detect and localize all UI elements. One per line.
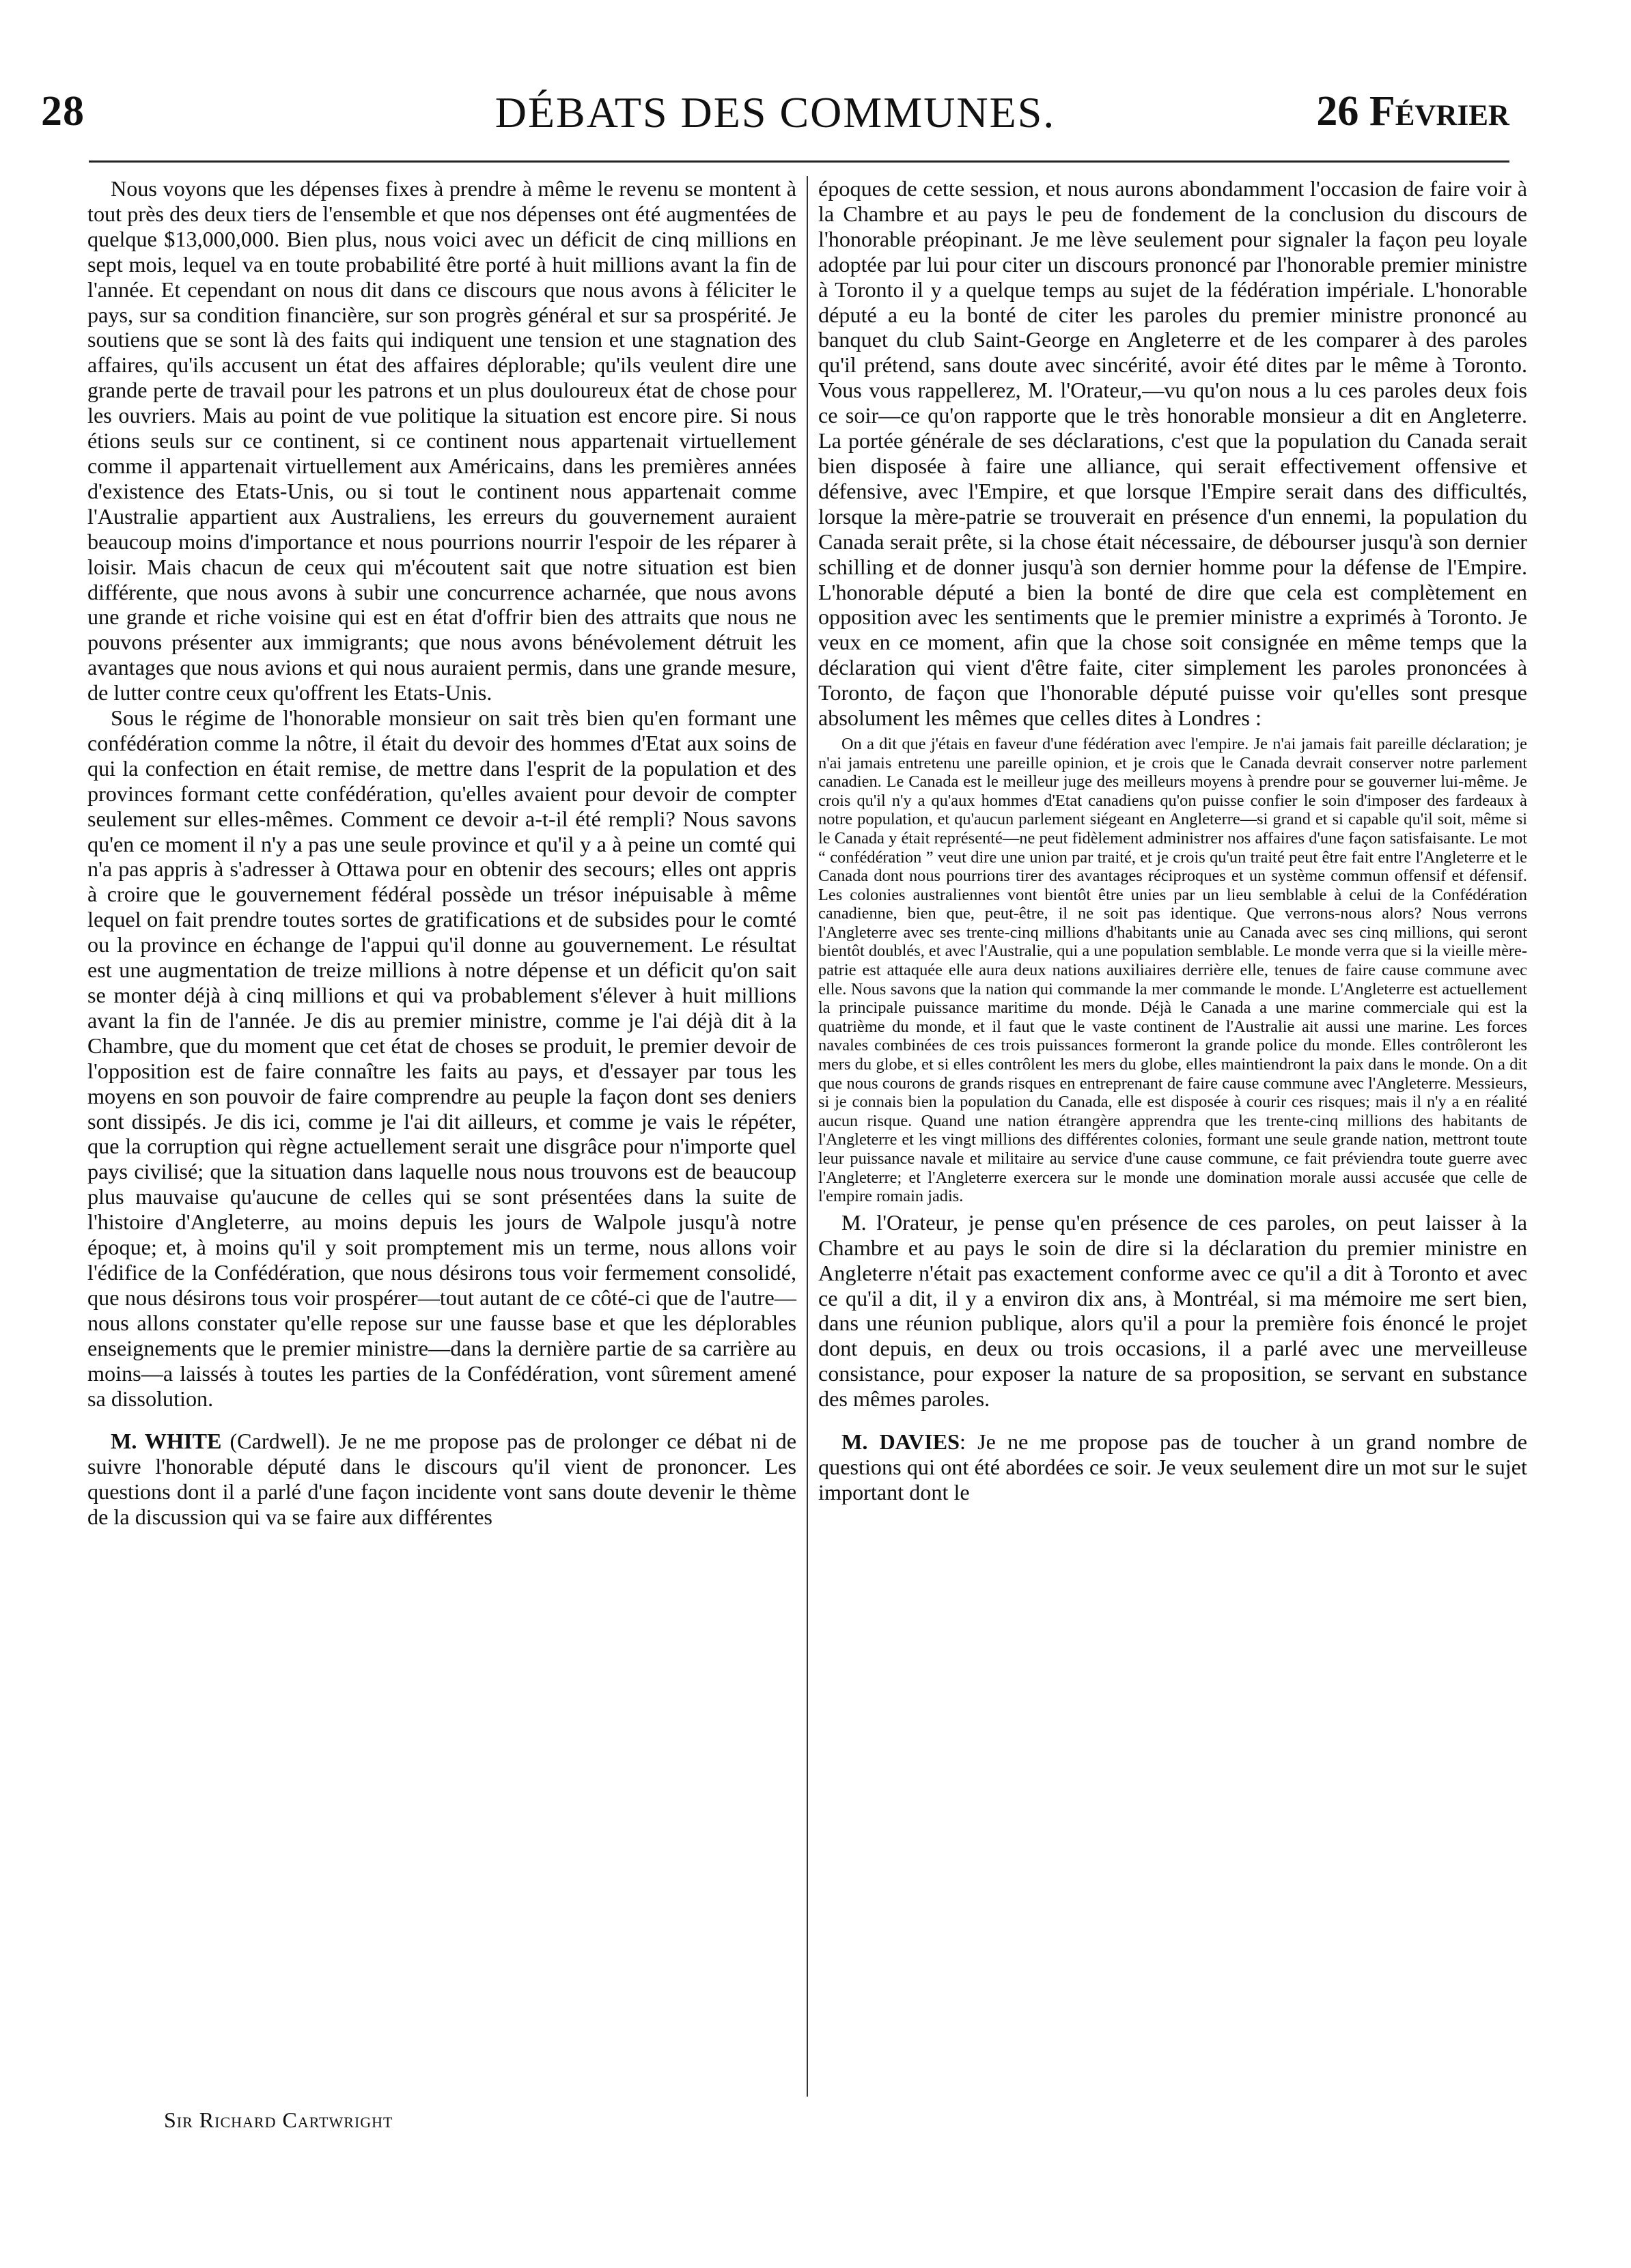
paragraph-gap <box>818 1412 1527 1429</box>
speaker-white: M. WHITE <box>111 1429 222 1454</box>
header-rule <box>89 160 1509 163</box>
white-speech: (Cardwell). Je ne me propose pas de prolonger ce débat ni de suivre l'honorable député dans le discours qu'il vient de prononcer. Les questions dont il a parlé d'une façon incidente vont sans doute devenir le thème de la discussion qui va se faire aux différentes <box>87 1429 796 1530</box>
running-footer: Sir Richard Cartwright <box>164 2108 393 2132</box>
right-column <box>818 176 1527 1505</box>
left-paragraph-2: Sous le régime de l'honorable monsieur on sait très bien qu'en formant une confédération comme la nôtre, il était du devoir des hommes d'Etat aux soins de qui la confection en était remise, de mettre dans l'esprit de la population et des provinces formant cette confédération, qu'elles avaient pour devoir de compter seulement sur elles-mêmes. Comment ce devoir a-t-il été rempli? Nous savons qu'en ce moment il n'y a pas une seule province et qu'il y a à peine un comté qui n'a pas appris à s'adresser à Ottawa pour en obtenir des secours; elles ont appris à croire que le gouvernement fédéral possède un trésor inépuisable à même lequel on fait prendre toutes sortes de gratifications et de subsides pour le comté ou la province en échange de l'appui qu'il donne au gouvernement. Le résultat est une augmentation de treize millions à notre dépense et un déficit qu'on sait se monter déjà à cinq millions et qui va probablement s'élever à huit millions avant la fin de l'année. Je dis au premier ministre, comme je l'ai déjà dit à la Chambre, que du moment que cet état de choses se produit, le premier devoir de l'opposition est de faire connaître les faits au pays, et d'essayer par tous les moyens en son pouvoir de faire comprendre au peuple la façon dont ses deniers sont dissipés. Je dis ici, comme je l'ai dit ailleurs, et comme je vais le répéter, que la corruption qui règne actuellement serait une disgrâce pour n'importe quel pays civilisé; que la situation dans laquelle nous nous trouvons est de beaucoup plus mauvaise qu'aucune de celles qui se sont présentées dans la suite de l'histoire d'Angleterre, au moins depuis les jours de Walpole jusqu'à notre époque; et, à moins qu'il y soit promptement mis un terme, nous allons voir l'édifice de la Confédération, que nous désirons tous voir fermement consolidé, que nous désirons tous voir prospérer—tout autant de ce côté-ci que de l'autre—nous allons constater qu'elle repose sur une fausse base et que les déplorables enseignements que le premier ministre—dans la dernière partie de sa carrière au moins—a laissés à toutes les parties de la Confédération, vont sûrement amené sa dissolution. <box>87 705 796 1411</box>
left-column <box>87 176 796 1530</box>
right-paragraph-davies <box>818 1429 1527 1505</box>
speaker-davies: M. DAVIES <box>841 1429 960 1455</box>
left-paragraph-white <box>87 1429 796 1530</box>
left-paragraph-1: Nous voyons que les dépenses fixes à prendre à même le revenu se montent à tout près des deux tiers de l'ensemble et que nos dépenses ont été augmentées de quelque $13,000,000. Bien plus, nous voici avec un déficit de cinq millions en sept mois, lequel va en toute probabilité être porté à huit millions avant la fin de l'année. Et cependant on nous dit dans ce discours que nous avons à féliciter le pays, sur sa condition financière, sur son progrès général et sur sa prospérité. Je soutiens que se sont là des faits qui indiquent une tension et une stagnation des affaires, qu'ils accusent un état des affaires déplorable; qu'ils veulent dire une grande perte de travail pour les patrons et un plus douloureux état de chose pour les ouvriers. Mais au point de vue politique la situation est encore pire. Si nous étions seuls sur ce continent, si ce continent nous appartenait virtuellement comme il appartenait virtuellement aux Américains, dans les premières années d'existence des Etats-Unis, ou si tout le continent nous appartenait comme l'Australie appartient aux Australiens, les erreurs du gouvernement auraient beaucoup moins d'importance et nous pourrions nourrir l'espoir de les réparer à loisir. Mais chacun de ceux qui m'écoutent sait que notre situation est bien différente, que nous avons à subir une concurrence acharnée, que nous avons une grande et riche voisine qui est en état d'offrir bien des attraits que nous ne pouvons présenter aux immigrants; que nous avons bénévolement détruit les avantages que nous avions et qui nous auraient permis, dans une grande mesure, de lutter contre ceux qu'offrent les Etats-Unis. <box>87 176 796 705</box>
quoted-speech: On a dit que j'étais en faveur d'une fédération avec l'empire. Je n'ai jamais fait pareille déclaration; je n'ai jamais entretenu une pareille opinion, et je crois que le Canada devrait conserver notre parlement canadien. Le Canada est le meilleur juge des meilleurs moyens à prendre pour se gouverner lui-même. Je crois qu'il n'y a qu'aux hommes d'Etat canadiens qu'on puisse confier le soin d'imposer des fardeaux à notre population, et qu'aucun parlement siégeant en Angleterre—si grand et si capable qu'il soit, même si le Canada y était représenté—ne peut fidèlement administrer nos affaires d'une façon satisfaisante. Le mot “ confédération ” veut dire une union par traité, et je crois qu'un traité peut être fait entre l'Angleterre et le Canada dont nous pourrions tirer des avantages réciproques et un système commun offensif et défensif. Les colonies australiennes vont bientôt être unies par un lieu semblable à celui de la Confédération canadienne, bien que, peut-être, il ne soit pas identique. Que verrons-nous alors? Nous verrons l'Angleterre avec ses trente-cinq millions d'habitants unie au Canada avec ses cinq millions, qui seront bientôt doublés, et avec l'Australie, qui a une population semblable. Le monde verra que si la vieille mère-patrie est attaquée elle aura deux nations auxiliaires derrière elle, tenues de faire cause commune avec elle. Nous savons que la nation qui commande la mer commande le monde. L'Angleterre est actuellement la principale puissance maritime du monde. Déjà le Canada a une marine commerciale qui est la quatrième du monde, et il faut que le vaste continent de l'Australie ait aussi une marine. Les forces navales combinées de ces trois puissances formeront la grande police du monde. Elles contrôleront les mers du globe, et si elles contrôlent les mers du globe, elles maintiendront la paix dans le monde. On a dit que nous courons de grands risques en entreprenant de faire cause commune avec l'Angleterre. Messieurs, si je connais bien la population du Canada, elle est disposée à courir ces risques; mais il n'y a en réalité aucun risque. Quand une nation étrangère apprendra que les trente-cinq millions des habitants de l'Angleterre et les vingt millions des différentes colonies, formant une seule grande nation, mettront toute leur puissance navale et militaire au service d'une cause commune, ce fait préviendra toute guerre avec l'Angleterre; et l'Angleterre exercera sur le monde une domination morale aussi accusée que celle de l'empire romain jadis. <box>818 734 1527 1206</box>
page-header <box>41 87 1509 149</box>
page-date: 26 Février <box>1316 88 1509 135</box>
page-title: DÉBATS DES COMMUNES. <box>494 88 1056 137</box>
right-paragraph-2: M. l'Orateur, je pense qu'en présence de ces paroles, on peut laisser à la Chambre et au pays le soin de dire si la déclaration du premier ministre en Angleterre n'était pas exactement conforme avec ce qu'il a dit à Toronto et avec ce qu'il a dit, il y a environ dix ans, à Montréal, si ma mémoire me sert bien, dans une réunion publique, alors qu'il a pour la première fois énoncé le projet dont depuis, en deux ou trois occasions, il a parlé avec une merveilleuse consistance, pour exposer la nature de sa proposition, se servant en substance des mêmes paroles. <box>818 1209 1527 1412</box>
paragraph-gap <box>87 1411 796 1429</box>
page-number: 28 <box>41 88 85 135</box>
davies-speech: : Je ne me propose pas de toucher à un grand nombre de questions qui ont été abordées ce soir. Je veux seulement dire un mot sur le sujet important dont le <box>818 1429 1527 1504</box>
right-paragraph-1: époques de cette session, et nous aurons abondamment l'occasion de faire voir à la Chambre et au pays le peu de fondement de la conclusion du discours de l'honorable préopinant. Je me lève seulement pour signaler la façon peu loyale adoptée par lui pour citer un discours prononcé par l'honorable premier ministre à Toronto il y a quelque temps au sujet de la fédération impériale. L'honorable député a eu la bonté de citer les paroles du premier ministre prononcé au banquet du club Saint-George en Angleterre et de les comparer à des paroles qu'il prétend, sans doute avec sincérité, avoir été dites par le même à Toronto. Vous vous rappellerez, M. l'Orateur,—vu qu'on nous a lu ces paroles deux fois ce soir—ce qu'on rapporte que le très honorable monsieur a dit en Angleterre. La portée générale de ses déclarations, c'est que la population du Canada serait bien disposée à faire une alliance, qui serait effectivement offensive et défensive, avec l'Empire, et que lorsque l'Empire serait dans des difficultés, lorsque la mère-patrie se trouverait en présence d'un ennemi, la population du Canada serait prête, si la chose était nécessaire, de débourser jusqu'à son dernier schilling et de donner jusqu'à son dernier homme pour la défense de l'Empire. L'honorable député a bien la bonté de dire que cela est complètement en opposition avec les sentiments que le premier ministre a exprimés à Toronto. Je veux en ce moment, afin que la chose soit consignée en même temps que la déclaration qui vient d'être faite, citer simplement les paroles prononcées à Toronto, de façon que l'honorable député puisse voir qu'elles sont presque absolument les mêmes que celles dites à Londres : <box>818 176 1527 731</box>
column-divider <box>807 176 808 2097</box>
